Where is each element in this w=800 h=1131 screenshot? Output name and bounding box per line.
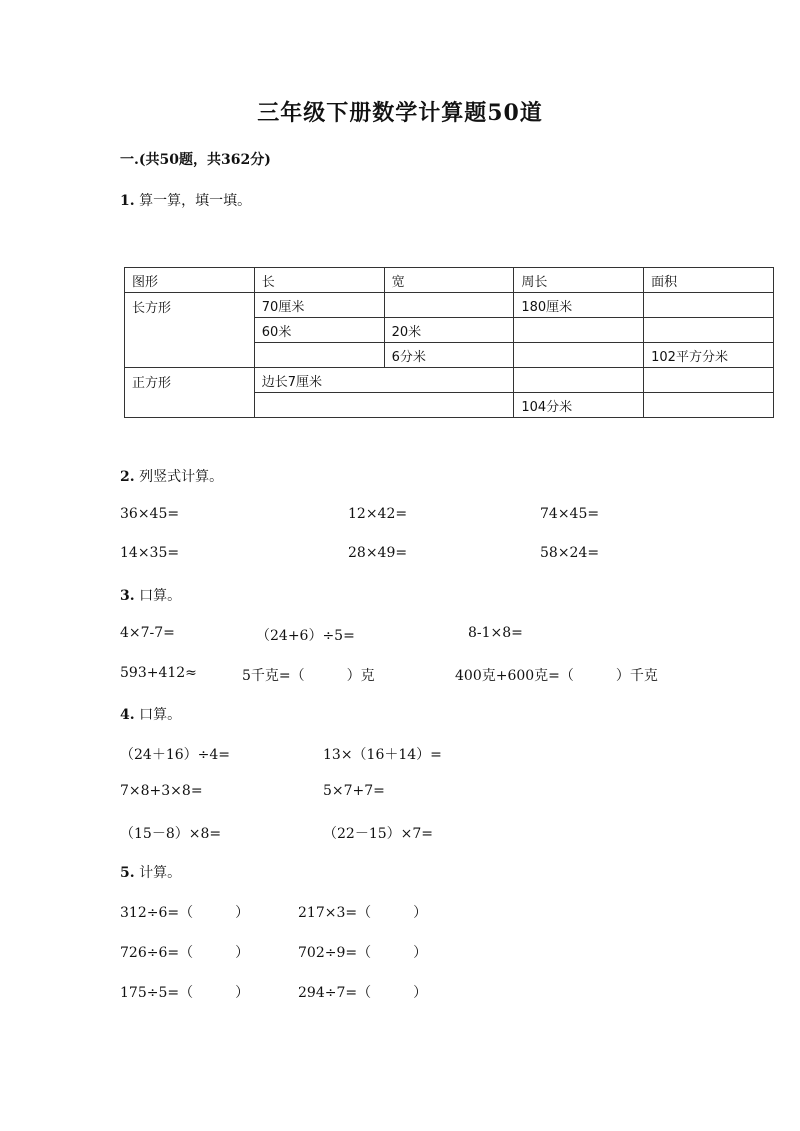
problem: 5×7+7= [323, 783, 385, 799]
question-number: 2. [120, 469, 135, 485]
problem: 702÷9=（ ） [298, 945, 428, 961]
question-4 [120, 704, 181, 724]
page-title: 三年级下册数学计算题50道 [257, 100, 543, 126]
problem: 14×35= [120, 545, 180, 561]
problem: 400克+600克=（ ）千克 [455, 668, 658, 684]
table-cell [644, 393, 774, 418]
problem: 7×8+3×8= [120, 783, 203, 799]
problem: （15－8）×8= [120, 826, 222, 842]
question-5 [120, 862, 181, 882]
table-cell [514, 318, 644, 343]
table-cell: 6分米 [384, 343, 514, 368]
question-text: 计算。 [139, 865, 182, 881]
problem: 294÷7=（ ） [298, 985, 428, 1001]
problem: （24+6）÷5= [256, 628, 355, 644]
problem: 217×3=（ ） [298, 905, 428, 921]
problem: 58×24= [540, 545, 600, 561]
problem: 74×45= [540, 506, 600, 522]
problem: 28×49= [348, 545, 408, 561]
problem: 13×（16＋14）= [323, 747, 442, 763]
table-cell [254, 343, 384, 368]
question-3 [120, 585, 181, 605]
table-cell [514, 343, 644, 368]
table-cell: 60米 [254, 318, 384, 343]
table-cell [644, 368, 774, 393]
problem: 12×42= [348, 506, 408, 522]
problem: 4×7-7= [120, 625, 175, 641]
table-cell: 180厘米 [514, 293, 644, 318]
question-1 [120, 190, 251, 210]
table-cell: 70厘米 [254, 293, 384, 318]
question-text: 口算。 [139, 588, 182, 604]
question-number: 5. [120, 865, 135, 881]
table-cell [644, 318, 774, 343]
problem: 312÷6=（ ） [120, 905, 250, 921]
header-cell: 周长 [514, 268, 644, 293]
problem: （24＋16）÷4= [120, 747, 230, 763]
header-cell: 宽 [384, 268, 514, 293]
header-cell: 面积 [644, 268, 774, 293]
section-heading: 一.(共50题，共362分) [120, 152, 271, 168]
problem: 8-1×8= [468, 625, 523, 641]
rectangle-label: 长方形 [125, 293, 255, 368]
question-number: 4. [120, 707, 135, 723]
square-label: 正方形 [125, 368, 255, 418]
problem: （22－15）×7= [323, 826, 433, 842]
question-number: 1. [120, 193, 135, 209]
problem: 175÷5=（ ） [120, 985, 250, 1001]
header-cell: 长 [254, 268, 384, 293]
problem: 5千克=（ ）克 [242, 668, 375, 684]
table-row [125, 293, 774, 318]
table-cell [644, 293, 774, 318]
question-2 [120, 466, 223, 486]
table-header-row [125, 268, 774, 293]
table-cell [514, 368, 644, 393]
header-cell: 图形 [125, 268, 255, 293]
question-number: 3. [120, 588, 135, 604]
question-text: 算一算，填一填。 [139, 193, 252, 209]
table-cell [384, 293, 514, 318]
table-cell: 102平方分米 [644, 343, 774, 368]
table-cell: 104分米 [514, 393, 644, 418]
table-cell: 边长7厘米 [254, 368, 514, 393]
table-cell: 20米 [384, 318, 514, 343]
question-text: 口算。 [139, 707, 182, 723]
question-text: 列竖式计算。 [139, 469, 224, 485]
problem: 726÷6=（ ） [120, 945, 250, 961]
table-row [125, 368, 774, 393]
problem: 593+412≈ [120, 665, 197, 681]
table-cell [254, 393, 514, 418]
shape-table [124, 267, 774, 418]
problem: 36×45= [120, 506, 180, 522]
